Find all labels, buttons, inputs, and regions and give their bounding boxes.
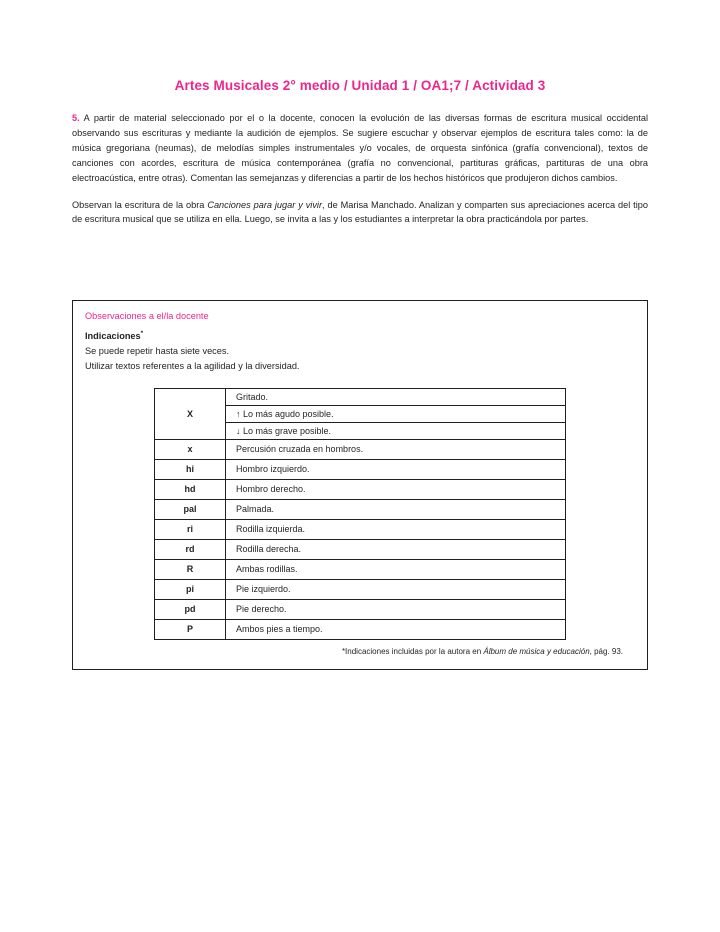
legend-description: Rodilla izquierda. <box>226 519 566 539</box>
paragraph-text-before: Observan la escritura de la obra <box>72 199 208 210</box>
legend-symbol: pal <box>155 499 226 519</box>
legend-symbol: pd <box>155 599 226 619</box>
indications-label <box>85 329 635 344</box>
numbered-paragraph-5 <box>72 111 648 186</box>
legend-description: Gritado. <box>226 389 565 406</box>
legend-symbol: hi <box>155 459 226 479</box>
observations-title: Observaciones a el/la docente <box>85 311 209 321</box>
table-row <box>155 388 566 439</box>
indications-asterisk: * <box>140 330 144 337</box>
legend-symbol: P <box>155 619 226 639</box>
legend-description: Pie izquierdo. <box>226 579 566 599</box>
table-row <box>155 519 566 539</box>
paragraph-text-after: , de Marisa Manchado. Analizan y comparten sus apreciaciones acerca del tipo de escritura musical que se utiliza en ella. Luego, se invita a las y los estudiantes a interpretar la obra practicándola por partes. <box>72 199 648 225</box>
observations-box <box>72 300 648 670</box>
legend-description: Pie derecho. <box>226 599 566 619</box>
legend-description: Ambos pies a tiempo. <box>226 619 566 639</box>
table-row <box>155 499 566 519</box>
page-title: Artes Musicales 2° medio / Unidad 1 / OA1;7 / Actividad 3 <box>174 78 546 93</box>
legend-symbol: ri <box>155 519 226 539</box>
table-row <box>155 559 566 579</box>
paragraph-number: 5. <box>72 113 80 123</box>
legend-description: Rodilla derecha. <box>226 539 566 559</box>
table-row <box>155 579 566 599</box>
footnote-before: *Indicaciones incluidas por la autora en <box>341 646 484 656</box>
indication-line-1: Se puede repetir hasta siete veces. <box>85 345 230 356</box>
table-row <box>155 439 566 459</box>
legend-symbol: x <box>155 439 226 459</box>
paragraph-text: A partir de material seleccionado por el o la docente, conocen la evolución de las diversas formas de escritura musical occidental observando sus escrituras y mediante la audición de ejemplos. Se sugiere escuchar y observar ejemplos de escritura tales como: la de música gregoriana (neumas), de melodías simples instrumentales y/o vocales, de orquesta sinfónica (grafía convencional), textos de canciones con acordes, escritura de música contemporánea (grafía no convencional, partituras gráficas, partituras de una obra electroacústica, entre otras). Comentan las semejanzas y diferencias a partir de los hechos históricos que produjeron dichos cambios. <box>72 113 648 183</box>
table-row <box>155 539 566 559</box>
table-row <box>155 619 566 639</box>
legend-description: Percusión cruzada en hombros. <box>226 439 566 459</box>
legend-description: Hombro derecho. <box>226 479 566 499</box>
legend-description: Palmada. <box>226 499 566 519</box>
legend-description: ↑ Lo más agudo posible. <box>226 406 565 423</box>
footnote-source-title: Álbum de música y educación <box>483 646 590 656</box>
legend-description: ↓ Lo más grave posible. <box>236 425 332 436</box>
footnote-after: , pág. 93. <box>589 646 623 656</box>
legend-description: Ambas rodillas. <box>226 559 566 579</box>
legend-symbol: X <box>155 388 226 439</box>
legend-description-group <box>226 388 566 439</box>
legend-table <box>154 388 566 640</box>
legend-description: Hombro izquierdo. <box>226 459 566 479</box>
indication-line-2: Utilizar textos referentes a la agilidad y la diversidad. <box>85 360 300 371</box>
table-row <box>155 459 566 479</box>
legend-symbol: hd <box>155 479 226 499</box>
table-footnote <box>85 646 623 657</box>
table-row <box>155 599 566 619</box>
table-row <box>155 479 566 499</box>
main-content <box>72 111 648 227</box>
legend-symbol: pi <box>155 579 226 599</box>
legend-symbol: R <box>155 559 226 579</box>
indications-label-text: Indicaciones <box>85 331 141 342</box>
legend-symbol: rd <box>155 539 226 559</box>
paragraph-observan <box>72 198 648 228</box>
work-title: Canciones para jugar y vivir <box>207 199 323 210</box>
